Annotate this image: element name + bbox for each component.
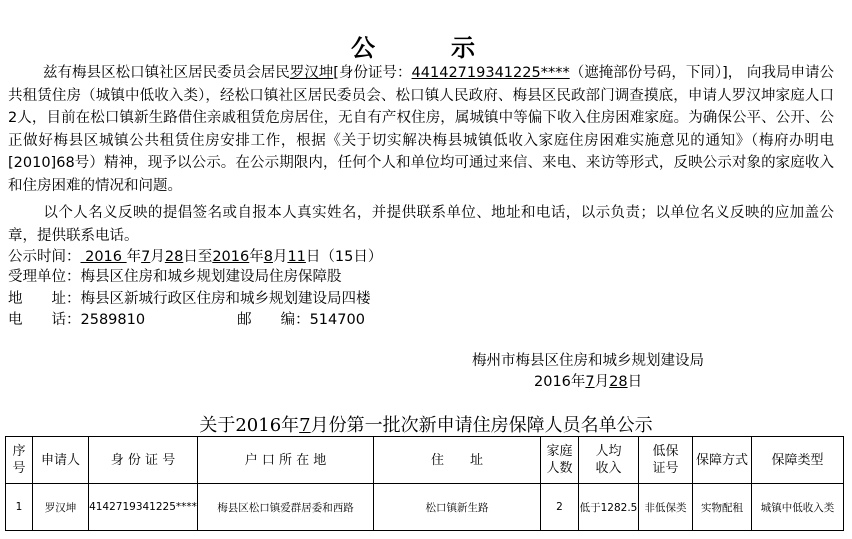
notice-paragraph-2 xyxy=(8,202,834,248)
header-method: 保障方式 xyxy=(693,437,752,484)
phone-label: 电 话： xyxy=(8,312,81,328)
list-title xyxy=(0,411,852,435)
address-label: 地 址： xyxy=(8,291,81,307)
period-text: 月 xyxy=(272,249,288,265)
list-title-text: 月份第一批次新申请住房保障人员名单公示 xyxy=(310,415,653,436)
cell-method: 实物配租 xyxy=(693,484,752,531)
notice-text: （遮掩部份号码，下同）]， 向我局申请公共租赁住房（城镇中低收入类），经松口镇社区居民委员会、松口镇人民政府、梅县区民政部门调查摸底，申请人罗汉坤家庭人口2人，目前在松口镇新生路借住亲戚租赁危房居住，无自有产权住房，属城镇中等偏下收入住房困难家庭。为确保公平、公开、公正做好梅县区城镇公共租赁住房安排工作，根据《关于切实解决梅县城镇低收入家庭住房困难实施意见的通知》（梅府办明电[2010]68号）精神，现予以公示。在公示期限内，任何个人和单位均可通过来信、来电、来访等形式，反映公示对象的家庭收入和住房困难的情况和问题。 xyxy=(8,65,834,194)
cell-hukou: 梅县区松口镇爱群居委和西路 xyxy=(198,484,374,531)
period-end-day: 11 xyxy=(287,249,306,265)
date-month: 7 xyxy=(585,374,595,390)
cell-address: 松口镇新生路 xyxy=(374,484,541,531)
cell-id: 4142719341225**** xyxy=(89,484,198,531)
cell-dibao: 非低保类 xyxy=(639,484,693,531)
phone-line xyxy=(8,309,365,331)
period-text: 月 xyxy=(150,249,165,265)
header-hukou: 户 口 所 在 地 xyxy=(198,437,374,484)
cell-income: 低于1282.5 xyxy=(579,484,639,531)
notice-text: 兹有梅县区松口镇社区居民委员会居民 xyxy=(43,65,290,81)
period-start-day: 28 xyxy=(164,249,184,265)
header-type: 保障类型 xyxy=(752,437,844,484)
receiving-unit xyxy=(8,266,342,288)
period-label: 公示时间： xyxy=(8,249,81,265)
header-id: 身 份 证 号 xyxy=(89,437,198,484)
applicant-name: 罗汉坤 xyxy=(289,65,334,81)
notice-text: 以个人名义反映的提倡签名或自报本人真实姓名，并提供联系单位、地址和电话，以示负责；以单位名义反映的应加盖公章，提供联系电话。 xyxy=(8,205,834,244)
unit-label: 受理单位： xyxy=(8,269,81,285)
list-title-month: 7 xyxy=(299,415,311,436)
address-value: 梅县区新城行政区住房和城乡规划建设局四楼 xyxy=(80,291,371,307)
date-text: 日 xyxy=(627,374,643,390)
period-text: 年 xyxy=(249,249,264,265)
phone-value: 2589810 xyxy=(80,312,146,328)
signature-org: 梅州市梅县区住房和城乡规划建设局 xyxy=(472,353,704,369)
period-start-month: 7 xyxy=(141,249,151,265)
cell-household: 2 xyxy=(541,484,579,531)
table-header-row xyxy=(6,437,844,484)
header-address: 住 址 xyxy=(374,437,541,484)
header-dibao: 低保证号 xyxy=(639,437,693,484)
notice-paragraph-1 xyxy=(8,62,834,202)
unit-value: 梅县区住房和城乡规划建设局住房保障股 xyxy=(80,269,342,285)
header-income: 人均收入 xyxy=(579,437,639,484)
header-index: 序号 xyxy=(6,437,33,484)
cell-type: 城镇中低收入类 xyxy=(752,484,844,531)
date-text: 2016年 xyxy=(534,374,586,390)
publicity-period xyxy=(8,246,382,268)
applicant-table xyxy=(5,436,844,531)
list-title-text: 关于2016年 xyxy=(199,415,300,436)
header-applicant: 申请人 xyxy=(33,437,89,484)
period-text: 日至 xyxy=(183,249,213,265)
signature-date xyxy=(534,371,642,393)
notice-text: [身份证号： xyxy=(333,65,412,81)
period-end-month: 8 xyxy=(263,249,273,265)
cell-applicant: 罗汉坤 xyxy=(33,484,89,531)
address xyxy=(8,288,371,310)
period-end-year: 2016 xyxy=(212,249,250,265)
header-household: 家庭人数 xyxy=(541,437,579,484)
postcode-label: 邮 编： xyxy=(237,312,310,328)
period-start-year: 2016 xyxy=(80,249,127,265)
date-text: 月 xyxy=(594,374,610,390)
table-row xyxy=(6,484,844,531)
applicant-id: 44142719341225**** xyxy=(411,65,570,81)
page-title: 公 示 xyxy=(351,33,501,62)
period-text: 日（15日） xyxy=(305,249,383,265)
period-text: 年 xyxy=(126,249,142,265)
date-day: 28 xyxy=(609,374,628,390)
cell-index: 1 xyxy=(6,484,33,531)
postcode-value: 514700 xyxy=(309,312,365,328)
